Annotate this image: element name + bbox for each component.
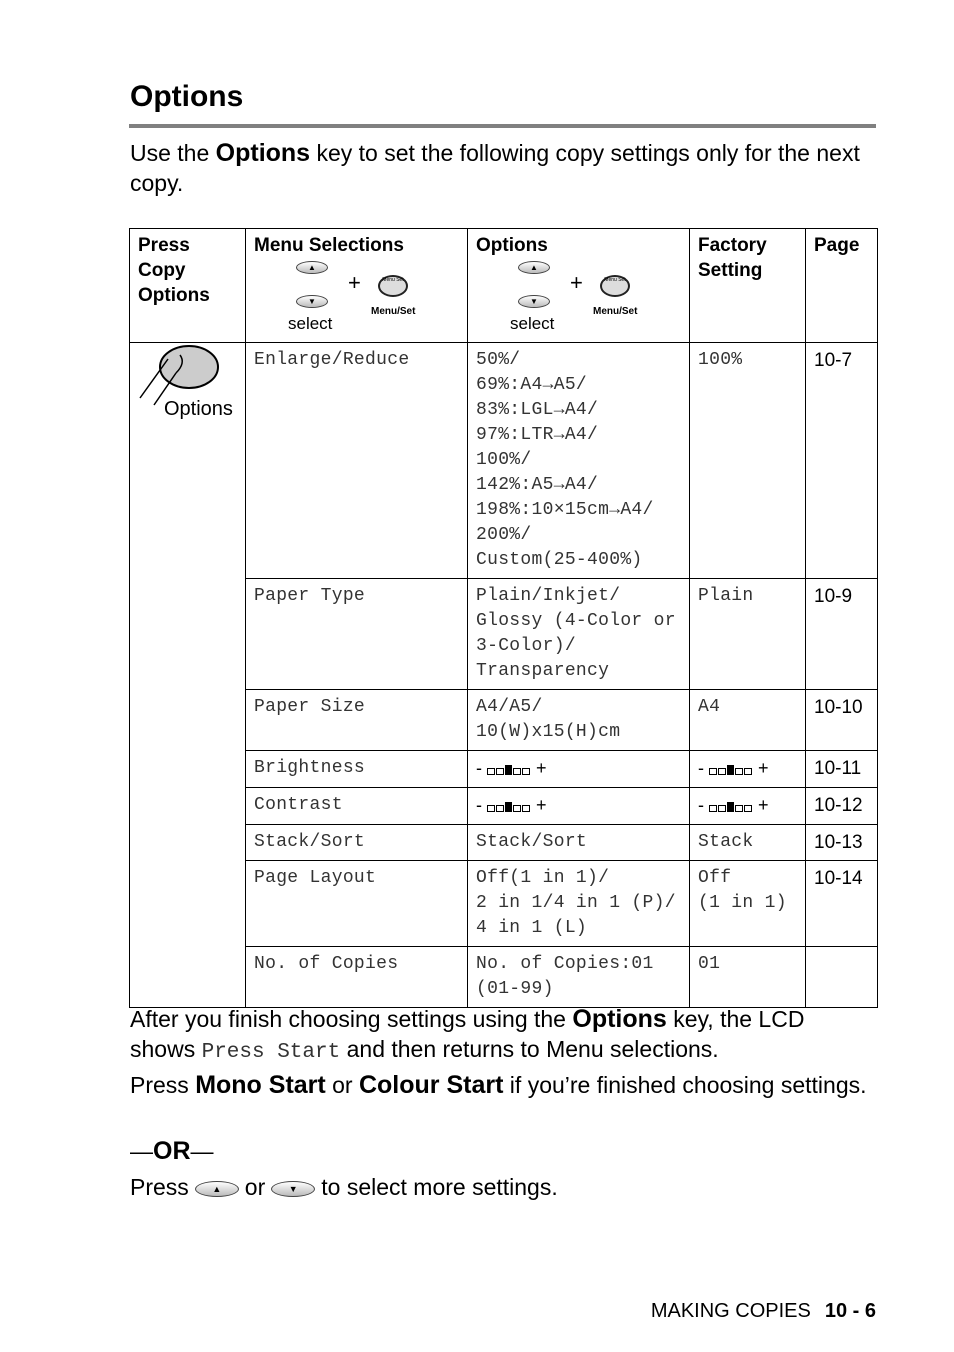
level-scale-icon [487,757,531,782]
plus-sign: + [570,270,583,295]
row-paper-type-factory: Plain [690,579,806,690]
row-paper-size-factory: A4 [690,690,806,751]
header-press [130,229,246,343]
row-stack-menu: Stack/Sort [246,824,468,860]
level-scale-icon [487,794,531,819]
option-line: 142%:A5→A4/ [476,475,599,495]
row-paper-size-menu: Paper Size [246,690,468,751]
option-line: 200%/ [476,525,532,545]
row-enlarge-page: 10-7 [806,343,878,579]
level-scale-icon [709,757,753,782]
options-key-cell [130,343,246,1008]
after1-post: and then returns to Menu selections. [340,1036,719,1062]
factory-line: (1 in 1) [698,892,787,913]
menu-set-key-icon: Menu Set [600,275,630,297]
row-contrast-page: 10-12 [806,787,878,824]
after2-pre: Press [130,1072,196,1098]
row-contrast-menu: Contrast [246,787,468,824]
header-page [806,229,878,343]
header-page-label: Page [814,235,860,256]
plus-sign: + [348,270,361,295]
scale-minus: - [476,794,482,815]
up-arrow-key-icon: ▲ [296,261,328,274]
start-paragraph [130,1070,876,1100]
table-header-row [130,229,878,343]
intro-post: key to set the following copy settings only for the next copy. [130,140,860,196]
row-paper-type-menu: Paper Type [246,579,468,690]
mono-start-key: Mono Start [195,1071,326,1099]
table-row [130,343,878,579]
option-line: 2 in 1/4 in 1 (P)/ [476,892,676,913]
row-paper-type-options [468,579,690,690]
row-stack-page: 10-13 [806,824,878,860]
press-arrows-paragraph [130,1172,876,1202]
after2-post: if you’re finished choosing settings. [503,1072,867,1098]
menu-set-label: Menu/Set [371,306,416,317]
row-contrast-options [468,787,690,824]
after3-or: or [244,1174,266,1200]
menu-key-diagram [254,258,459,338]
header-factory [690,229,806,343]
row-enlarge-options [468,343,690,579]
select-label: select [288,314,333,333]
copy-options-table [129,228,878,1008]
select-label: select [510,314,555,333]
row-stack-factory: Stack [690,824,806,860]
factory-line: Off [698,867,732,888]
footer-page-number: 10 - 6 [824,1300,876,1322]
or-label: OR [153,1137,191,1165]
or-separator [130,1136,876,1166]
header-menu-label: Menu Selections [254,235,404,256]
option-line: A4/A5/ [476,697,543,717]
page-title: Options [130,80,244,113]
row-enlarge-factory: 100% [690,343,806,579]
option-line: 100%/ [476,450,532,470]
scale-plus: + [536,794,547,815]
row-layout-options [468,860,690,946]
row-paper-type-page: 10-9 [806,579,878,690]
row-copies-factory: 01 [690,946,806,1007]
row-copies-options [468,946,690,1007]
title-rule [129,124,876,128]
row-copies-page [806,946,878,1007]
up-arrow-key-icon: ▲ [195,1181,239,1197]
options-key-icon [130,343,244,433]
row-layout-factory [690,860,806,946]
scale-minus: - [476,758,482,778]
option-line: Custom(25-400%) [476,550,643,570]
scale-plus: + [758,758,769,778]
intro-key: Options [215,139,311,167]
after1-mid: key, the LCD shows [130,1006,805,1062]
option-line: 50%/ [476,350,521,370]
header-menu [246,229,468,343]
or-dash: — [190,1138,214,1164]
option-line: 4 in 1 (L) [476,917,588,938]
option-line: Plain/Inkjet/ [476,586,621,606]
colour-start-key: Colour Start [358,1071,504,1099]
after3-post: to select more settings. [321,1174,558,1200]
down-arrow-key-icon: ▼ [296,295,328,308]
option-line: 198%:10×15cm→A4/ [476,500,654,520]
row-enlarge-menu: Enlarge/Reduce [246,343,468,579]
options-key-label: Options [164,398,233,420]
option-line: 97%:LTR→A4/ [476,425,599,445]
footer-section: MAKING COPIES [650,1300,811,1322]
row-copies-menu: No. of Copies [246,946,468,1007]
row-paper-size-options [468,690,690,751]
row-contrast-factory [690,787,806,824]
header-options [468,229,690,343]
down-arrow-key-icon: ▼ [271,1181,315,1197]
row-brightness-page: 10-11 [806,751,878,788]
option-line: 69%:A4→A5/ [476,375,588,395]
up-arrow-key-icon: ▲ [518,261,550,274]
after2-or: or [325,1072,359,1098]
header-options-label: Options [476,235,548,256]
lcd-message: Press Start [201,1041,341,1064]
scale-plus: + [758,794,769,815]
level-scale-icon [709,794,753,819]
intro-paragraph [130,138,876,198]
option-line: Off(1 in 1)/ [476,867,610,888]
after1-key: Options [572,1005,667,1033]
scale-minus: - [698,794,704,815]
option-line: No. of Copies:01 [476,953,654,974]
down-arrow-key-icon: ▼ [518,295,550,308]
or-dash: — [130,1138,153,1164]
option-line: Transparency [476,661,610,681]
scale-minus: - [698,758,704,778]
option-line: Glossy (4-Color or [476,611,676,631]
page-footer [651,1300,876,1323]
after3-pre: Press [130,1174,189,1200]
option-line: 83%:LGL→A4/ [476,400,599,420]
scale-plus: + [536,758,547,778]
menu-set-label: Menu/Set [593,306,638,317]
option-line: (01-99) [476,978,554,999]
header-press-label: Press Copy Options [138,235,210,306]
after-paragraph [130,1004,876,1068]
row-layout-menu: Page Layout [246,860,468,946]
option-line: 3-Color)/ [476,636,576,656]
row-paper-size-page: 10-10 [806,690,878,751]
row-stack-options: Stack/Sort [468,824,690,860]
intro-pre: Use the [130,140,216,166]
row-layout-page: 10-14 [806,860,878,946]
menu-set-key-icon: Menu Set [378,275,408,297]
options-key-diagram [476,258,681,338]
row-brightness-factory [690,751,806,788]
option-line: 10(W)x15(H)cm [476,722,621,742]
row-brightness-menu: Brightness [246,751,468,788]
row-brightness-options [468,751,690,788]
after1-pre: After you finish choosing settings using the [130,1006,573,1032]
header-factory-label: Factory Setting [698,235,767,281]
